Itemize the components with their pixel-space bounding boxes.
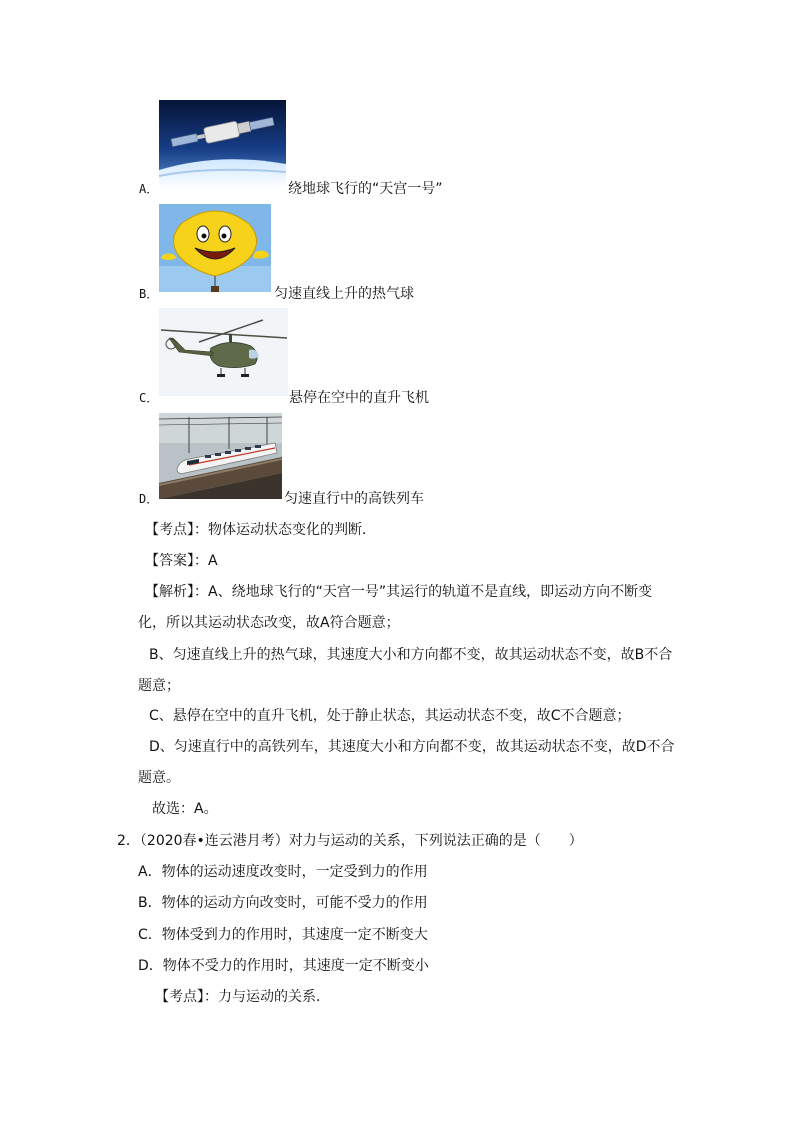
answer-line: [145, 552, 218, 570]
choose-line: 故选：A。: [152, 801, 218, 817]
option-a-caption: 绕地球飞行的“天宫一号”: [288, 181, 443, 197]
answer-text: ：A: [194, 553, 218, 569]
option-a-letter: A．: [139, 182, 159, 196]
space-station-icon: [159, 100, 286, 189]
option-b-caption: 匀速直线上升的热气球: [274, 286, 414, 302]
question-2-stem: 2．（2020春•连云港月考）对力与运动的关系，下列说法正确的是（ ）: [117, 833, 583, 849]
space-station-image: [159, 100, 286, 189]
question-2-kaodian-line: [155, 988, 330, 1006]
option-d-letter: D．: [139, 492, 159, 506]
hot-air-balloon-icon: [159, 204, 271, 292]
analysis-line-1: [145, 583, 652, 601]
analysis-d-line-2: 题意。: [138, 770, 180, 786]
analysis-b-line-1: B、匀速直线上升的热气球，其速度大小和方向都不变，故其运动状态不变，故B不合: [149, 647, 673, 663]
question-2-kaodian-text: ：力与运动的关系．: [204, 989, 330, 1005]
analysis-b-line-2: 题意；: [138, 678, 180, 694]
option-c-letter: C．: [139, 391, 159, 405]
question-2-option-b: B．物体的运动方向改变时，可能不受力的作用: [138, 895, 428, 911]
analysis-label: 【解析】: [145, 584, 194, 600]
high-speed-train-icon: [159, 413, 282, 499]
kaodian-text: ：物体运动状态变化的判断．: [194, 522, 376, 538]
analysis-c-line: C、悬停在空中的直升飞机，处于静止状态，其运动状态不变，故C不合题意；: [149, 708, 631, 724]
option-b-letter: B．: [139, 287, 159, 301]
helicopter-icon: [159, 308, 288, 396]
analysis-d-line-1: D、匀速直行中的高铁列车，其速度大小和方向都不变，故其运动状态不变，故D不合: [149, 739, 675, 755]
question-2-option-c: C．物体受到力的作用时，其速度一定不断变大: [138, 927, 428, 943]
hot-air-balloon-image: [159, 204, 271, 292]
kaodian-line: [145, 521, 376, 539]
high-speed-train-image: [159, 413, 282, 499]
option-d-caption: 匀速直行中的高铁列车: [284, 491, 424, 507]
helicopter-image: [159, 308, 288, 396]
question-2-option-a: A．物体的运动速度改变时，一定受到力的作用: [138, 864, 428, 880]
analysis-text-1: ：A、绕地球飞行的“天宫一号”其运行的轨道不是直线，即运动方向不断变: [194, 584, 653, 600]
option-c-caption: 悬停在空中的直升飞机: [289, 390, 429, 406]
kaodian-label: 【考点】: [145, 522, 194, 538]
analysis-line-2: 化，所以其运动状态改变，故A符合题意；: [138, 615, 400, 631]
answer-label: 【答案】: [145, 553, 194, 569]
question-2-kaodian-label: 【考点】: [155, 989, 204, 1005]
question-2-option-d: D．物体不受力的作用时，其速度一定不断变小: [138, 958, 429, 974]
